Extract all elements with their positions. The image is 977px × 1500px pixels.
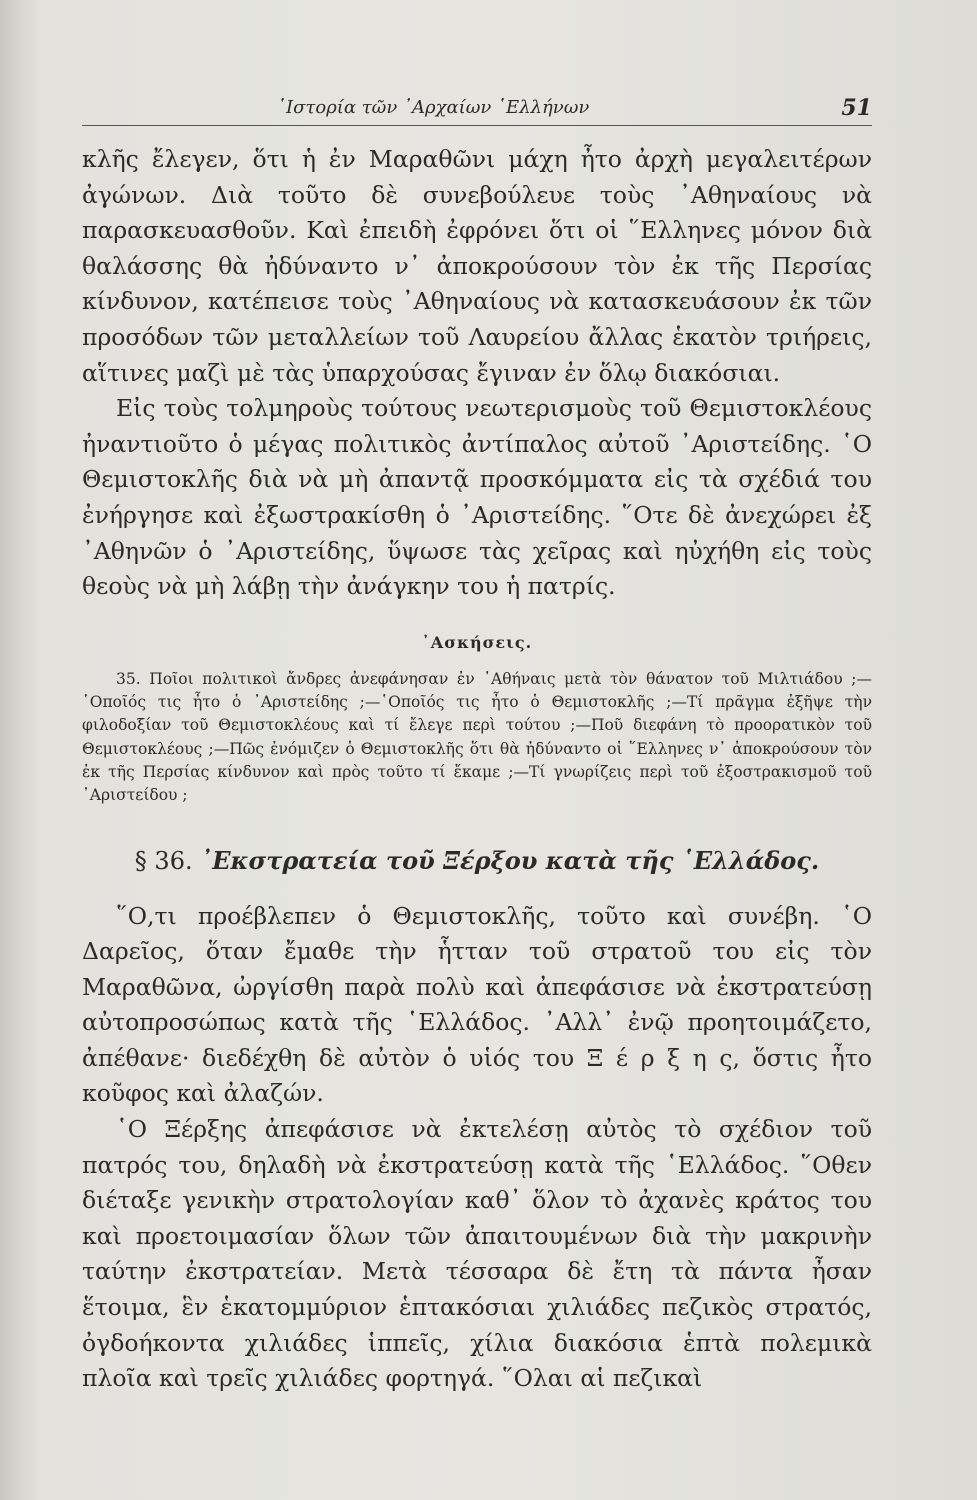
paragraph: κλῆς ἔλεγεν, ὅτι ἡ ἐν Μαραθῶνι μάχη ἦτο ἀρχὴ μεγαλειτέρων ἀγώνων. Διὰ τοῦτο δὲ συνεβούλευε τοὺς ᾿Αθηναίους νὰ παρασκευασθοῦν. Καὶ ἐπειδὴ ἐφρόνει ὅτι οἱ ῞Ελληνες μόνον διὰ θαλάσσης θὰ ἠδύναντο ν᾿ ἀποκρούσουν τὸν ἐκ τῆς Περσίας κίνδυνον, κατέπεισε τοὺς ᾿Αθηναίους νὰ κατασκευάσουν ἐκ τῶν προσόδων τῶν μεταλλείων τοῦ Λαυρείου ἄλλας ἑκατὸν τριήρεις, αἵτινες μαζὶ μὲ τὰς ὑπαρχούσας ἔγιναν ἐν ὅλῳ διακόσιαι.	[82, 145, 872, 387]
page-content	[82, 95, 872, 1397]
body-text-bottom	[82, 899, 872, 1397]
exercises-heading: ᾿Ασκήσεις.	[421, 632, 533, 652]
paragraph: Εἰς τοὺς τολμηροὺς τούτους νεωτερισμοὺς τοῦ Θεμιστοκλέους ἠναντιοῦτο ὁ μέγας πολιτικὸς ἀντίπαλος αὐτοῦ ᾿Αριστείδης. ῾Ο Θεμιστοκλῆς διὰ νὰ μὴ ἀπαντᾷ προσκόμματα εἰς τὰ σχέδιά του ἐνήργησε καὶ ἐξωστρακίσθη ὁ ᾿Αριστείδης. ῞Οτε δὲ ἀνεχώρει ἐξ ᾿Αθηνῶν ὁ ᾿Αριστείδης, ὕψωσε τὰς χεῖρας καὶ ηὐχήθη εἰς τοὺς θεοὺς νὰ μὴ λάβῃ τὴν ἀνάγκην του ἡ πατρίς.	[82, 394, 872, 601]
body-text-top	[82, 142, 872, 605]
paragraph: ῾Ο Ξέρξης ἀπεφάσισε νὰ ἐκτελέσῃ αὐτὸς τὸ σχέδιον τοῦ πατρός του, δηλαδὴ νὰ ἐκστρατεύσῃ κατὰ τῆς ῾Ελλάδος. ῞Οθεν διέταξε γενικὴν στρατολογίαν καθ᾿ ὅλον τὸ ἀχανὲς κράτος του καὶ προετοιμασίαν ὅλων τῶν ἀπαιτουμένων διὰ τὴν μακρινὴν ταύτην ἐκστρατείαν. Μετὰ τέσσαρα δὲ ἔτη τὰ πάντα ἦσαν ἕτοιμα, ἓν ἑκατομμύριον ἑπτακόσιαι χιλιάδες πεζικὸς στρατός, ὀγδοήκοντα χιλιάδες ἱππεῖς, χίλια διακόσια ἑπτὰ πολεμικὰ πλοῖα καὶ τρεῖς χιλιάδες φορτηγά. ῞Ολαι αἱ πεζικαὶ	[82, 1115, 872, 1393]
section-symbol: § 36.	[134, 846, 193, 875]
exercises-text: 35. Ποῖοι πολιτικοὶ ἄνδρες ἀνεφάνησαν ἐν ᾿Αθήναις μετὰ τὸν θάνατον τοῦ Μιλτιάδου ;—῾Οποῖός τις ἦτο ὁ ᾿Αριστείδης ;—῾Οποῖός τις ἦτο ὁ Θεμιστοκλῆς ;—Τί πρᾶγμα ἐξῆψε τὴν φιλοδοξίαν τοῦ Θεμιστοκλέους καὶ τί ἔλεγε περὶ τούτου ;—Ποῦ διεφάνη τὸ προορατικὸν τοῦ Θεμιστοκλέους ;—Πῶς ἐνόμιζεν ὁ Θεμιστοκλῆς ὅτι θὰ ἠδύναντο οἱ ῞Ελληνες ν᾿ ἀποκρούσουν τὸν ἐκ τῆς Περσίας κίνδυνον καὶ πρὸς τοῦτο τί ἔκαμε ;—Τί γνωρίζεις περὶ τοῦ ἐξοστρακισμοῦ τοῦ ᾿Αριστείδου ;	[82, 669, 872, 805]
running-title: ῾Ιστορία τῶν ᾿Αρχαίων ῾Ελλήνων	[277, 97, 590, 118]
page-number: 51	[841, 95, 872, 121]
section-title	[82, 846, 872, 875]
running-header	[82, 95, 872, 126]
paragraph: ῞Ο,τι προέβλεπεν ὁ Θεμιστοκλῆς, τοῦτο καὶ συνέβη. ῾Ο Δαρεῖος, ὅταν ἔμαθε τὴν ἧτταν τοῦ στρατοῦ του εἰς τὸν Μαραθῶνα, ὠργίσθη παρὰ πολὺ καὶ ἀπεφάσισε νὰ ἐκστρατεύσῃ αὐτοπροσώπως κατὰ τῆς ῾Ελλάδος. ᾿Αλλ᾿ ἐνῷ προητοιμάζετο, ἀπέθανε· διεδέχθη δὲ αὐτὸν ὁ υἱός του Ξ έ ρ ξ η ς, ὅστις ἦτο κοῦφος καὶ ἀλαζών.	[82, 901, 872, 1108]
section-name: ᾿Εκστρατεία τοῦ Ξέρξου κατὰ τῆς ῾Ελλάδος.	[200, 845, 820, 875]
